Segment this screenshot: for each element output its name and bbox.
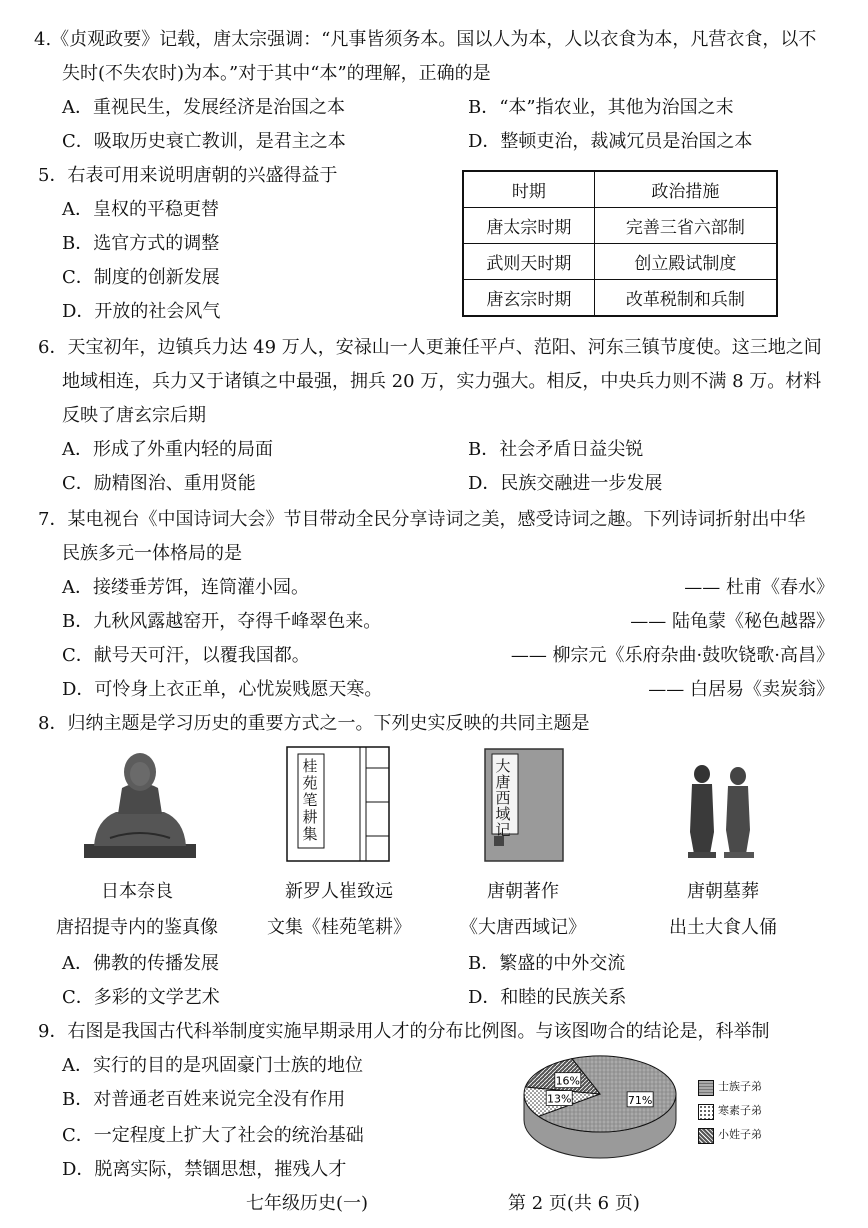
q5-option-c: C．制度的创新发展 [62, 267, 220, 288]
table-header-measure: 政治措施 [594, 171, 777, 208]
legend-swatch-hansu [698, 1104, 714, 1120]
q9-option-c: C．一定程度上扩大了社会的统治基础 [62, 1125, 364, 1146]
q8-caption-3-line1: 唐朝著作 [487, 881, 559, 902]
q6-option-a: A．形成了外重内轻的局面 [62, 439, 273, 460]
q8-caption-3-line2: 《大唐西域记》 [460, 917, 586, 938]
table-cell: 完善三省六部制 [594, 208, 777, 244]
q6-option-d: D．民族交融进一步发展 [468, 473, 663, 494]
q9-option-d: D．脱离实际，禁锢思想，摧残人才 [62, 1159, 347, 1180]
table-cell: 改革税制和兵制 [594, 280, 777, 317]
legend-label-xiaoxing: 小姓子弟 [718, 1128, 762, 1141]
q5-stem: 5．右表可用来说明唐朝的兴盛得益于 [38, 165, 338, 186]
q9-option-b: B．对普通老百姓来说完全没有作用 [62, 1089, 346, 1110]
q7-option-c: C．献号天可汗，以覆我国都。 [62, 645, 310, 666]
q7-option-d: D．可怜身上衣正单，心忧炭贱愿天寒。 [62, 679, 383, 700]
q8-caption-1-line2: 唐招提寺内的鉴真像 [56, 917, 218, 938]
q8-option-c: C．多彩的文学艺术 [62, 987, 220, 1008]
table-cell: 创立殿试制度 [594, 244, 777, 280]
q7-option-c-source: —— 柳宗元《乐府杂曲·鼓吹铙歌·高昌》 [510, 645, 834, 666]
q7-option-a-source: —— 杜甫《春水》 [684, 577, 834, 598]
q9-stem: 9．右图是我国古代科举制度实施早期录用人才的分布比例图。与该图吻合的结论是，科举制 [38, 1021, 770, 1042]
q7-option-a: A．接缕垂芳饵，连筒灌小园。 [62, 577, 309, 598]
table-cell: 唐太宗时期 [463, 208, 594, 244]
q6-stem-line3: 反映了唐玄宗后期 [62, 405, 206, 426]
q7-stem-line1: 7．某电视台《中国诗词大会》节目带动全民分享诗词之美，感受诗词之趣。下列诗词折射出中华 [38, 509, 806, 530]
keju-pie-chart [520, 1050, 680, 1176]
book2-title: 大唐西域记 [495, 757, 511, 839]
legend-swatch-xiaoxing [698, 1128, 714, 1144]
q6-option-c: C．励精图治、重用贤能 [62, 473, 256, 494]
legend-swatch-shizu [698, 1080, 714, 1096]
q5-option-d: D．开放的社会风气 [62, 301, 221, 322]
q5-measures-table [462, 170, 778, 317]
q8-option-d: D．和睦的民族关系 [468, 987, 627, 1008]
q8-option-b: B．繁盛的中外交流 [468, 953, 626, 974]
pie-data-label: 13% [546, 1092, 572, 1106]
q8-caption-2-line2: 文集《桂苑笔耕》 [267, 917, 411, 938]
q4-option-d: D．整顿吏治，裁减冗员是治国之本 [468, 131, 753, 152]
q4-option-a: A．重视民生，发展经济是治国之本 [62, 97, 345, 118]
q4-option-c: C．吸取历史衰亡教训，是君主之本 [62, 131, 346, 152]
legend-label-hansu: 寒素子弟 [718, 1104, 762, 1117]
q4-stem-line1: 4.《贞观政要》记载，唐太宗强调：“凡事皆须务本。国以人为本，人以衣食为本，凡营衣食，以不 [34, 29, 817, 50]
table-header-period: 时期 [463, 171, 594, 208]
table-cell: 武则天时期 [463, 244, 594, 280]
table-cell: 唐玄宗时期 [463, 280, 594, 317]
q6-option-b: B．社会矛盾日益尖锐 [468, 439, 644, 460]
q7-stem-line2: 民族多元一体格局的是 [62, 543, 242, 564]
q7-option-b: B．九秋风露越窑开，夺得千峰翠色来。 [62, 611, 382, 632]
q4-stem-line2: 失时(不失农时)为本。”对于其中“本”的理解，正确的是 [62, 63, 491, 84]
q8-caption-4-line2: 出土大食人俑 [669, 917, 777, 938]
jianzhen-statue-image [80, 748, 200, 860]
q6-stem-line1: 6．天宝初年，边镇兵力达 49 万人，安禄山一人更兼任平卢、范阳、河东三镇节度使。这三地之间 [38, 337, 822, 358]
footer-page-number: 第 2 页(共 6 页) [508, 1193, 640, 1214]
legend-label-shizu: 士族子弟 [718, 1080, 762, 1093]
q4-option-b: B．“本”指农业，其他为治国之末 [468, 97, 734, 118]
q5-option-a: A．皇权的平稳更替 [62, 199, 219, 220]
q8-caption-1-line1: 日本奈良 [101, 881, 173, 902]
q8-caption-2-line1: 新罗人崔致远 [285, 881, 393, 902]
pie-data-label: 71% [627, 1093, 653, 1107]
q8-option-a: A．佛教的传播发展 [62, 953, 219, 974]
footer-subject: 七年级历史(一) [246, 1193, 369, 1214]
q9-option-a: A．实行的目的是巩固豪门士族的地位 [62, 1055, 363, 1076]
q7-option-d-source: —— 白居易《卖炭翁》 [648, 679, 834, 700]
q7-option-b-source: —— 陆龟蒙《秘色越器》 [630, 611, 834, 632]
q6-stem-line2: 地域相连，兵力又于诸镇之中最强，拥兵 20 万，实力强大。相反，中央兵力则不满 8 万。材料 [62, 371, 822, 392]
pie-data-label: 16% [555, 1074, 581, 1088]
q8-stem: 8．归纳主题是学习历史的重要方式之一。下列史实反映的共同主题是 [38, 713, 590, 734]
q8-caption-4-line1: 唐朝墓葬 [687, 881, 759, 902]
q5-option-b: B．选官方式的调整 [62, 233, 220, 254]
dashi-figurines-image [682, 762, 762, 862]
book1-title: 桂苑笔耕集 [302, 757, 318, 843]
